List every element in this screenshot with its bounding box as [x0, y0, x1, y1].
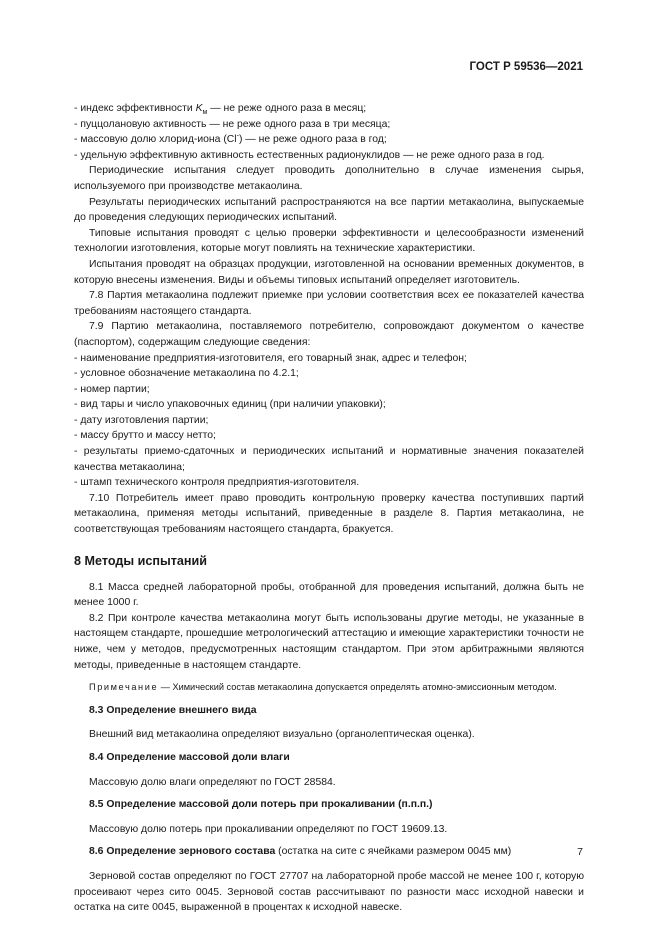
symbol-k: K: [195, 103, 203, 114]
symbol-subscript: м: [202, 109, 208, 117]
clause-7-8: 7.8 Партия метакаолина подлежит приемке при условии соответствия всех ее показателей качества требованиям настоящего стандарта.: [74, 290, 584, 317]
list-item: - вид тары и число упаковочных единиц (при наличии упаковки);: [74, 399, 386, 411]
paragraph: Типовые испытания проводят с целью проверки эффективности и целесообразности изменений технологии изготовления, которые могут повлиять на технические характеристики.: [74, 227, 584, 255]
note: [74, 680, 584, 696]
subsection-title: 8.3 Определение внешнего вида: [89, 704, 257, 716]
list-item-text: - массовую долю хлорид-иона (Cl: [74, 134, 237, 146]
paragraph: Периодические испытания следует проводить дополнительно в случае изменения сырья, используемого при производстве метакаолина.: [74, 165, 584, 192]
list-item: - результаты приемо-сдаточных и периодических испытаний и нормативные значения показателей качества метакаолина;: [74, 446, 584, 473]
list-item: [74, 101, 584, 117]
list-item: - штамп технического контроля предприятия-изготовителя.: [74, 477, 360, 489]
clause-8-1: 8.1 Масса средней лабораторной пробы, отобранной для проведения испытаний, должна быть не менее 1000 г.: [74, 581, 584, 609]
document-body: [74, 101, 584, 916]
symbol-superscript: -: [236, 132, 239, 140]
clause-8-2: 8.2 При контроле качества метакаолина могут быть использованы другие методы, не указанные в настоящем стандарте, прошедшие метрологический аттестацию и имеющие характеристики точности не ниже, чем у методов, предусмотренных настоящим стандартом. При этом арбитражными являются методы, приведенные в настоящем стандарте.: [74, 612, 584, 671]
subsection-title-bold: 8.6 Определение зернового состава: [89, 846, 276, 858]
subsection-title-rest: (остатка на сите с ячейками размером 0045 мм): [275, 846, 512, 858]
section-title: 8 Методы испытаний: [74, 553, 207, 568]
paragraph: Результаты периодических испытаний распространяются на все партии метакаолина, выпускаемые до проведения следующих периодических испытаний.: [74, 196, 584, 224]
paragraph: Внешний вид метакаолина определяют визуально (органолептическая оценка).: [89, 729, 475, 741]
list-item: - массу брутто и массу нетто;: [74, 430, 216, 442]
list-item: - условное обозначение метакаолина по 4.2.1;: [74, 368, 299, 380]
list-item: - номер партии;: [74, 383, 150, 395]
clause-7-10: 7.10 Потребитель имеет право проводить контрольную проверку качества поступивших партий метакаолина, применяя методы испытаний, приведенные в разделе 8. Партия метакаолина, не соответствующая требованиям настоящего стандарта, бракуется.: [74, 492, 584, 536]
list-item-text: - индекс эффективности: [74, 103, 196, 114]
note-text: — Химический состав метакаолина допускается определять атомно-эмиссионным методом.: [158, 682, 557, 693]
list-item: - наименование предприятия-изготовителя, его товарный знак, адрес и телефон;: [74, 352, 467, 364]
standard-header: ГОСТ Р 59536—2021: [469, 61, 583, 73]
page-number: 7: [577, 846, 583, 858]
paragraph: Массовую долю влаги определяют по ГОСТ 28584.: [89, 776, 336, 788]
list-item-text: — не реже одного раза в месяц;: [207, 103, 367, 114]
list-item: - удельную эффективную активность естественных радионуклидов — не реже одного раза в год.: [74, 149, 545, 161]
paragraph: Испытания проводят на образцах продукции, изготовленной на основании временных документов, в которую внесены изменения. Виды и объемы типовых испытаний определяет изготовитель.: [74, 258, 584, 286]
subsection-title: 8.4 Определение массовой доли влаги: [89, 751, 290, 763]
paragraph: Массовую долю потерь при прокаливании определяют по ГОСТ 19609.13.: [89, 823, 448, 835]
subsection-title: [74, 844, 584, 860]
subsection-title: 8.5 Определение массовой доли потерь при прокаливании (п.п.п.): [89, 799, 433, 811]
list-item: [74, 132, 584, 148]
list-item: - дату изготовления партии;: [74, 414, 209, 426]
clause-7-9: 7.9 Партию метакаолина, поставляемого потребителю, сопровождают документом о качестве (паспортом), содержащим следующие сведения:: [74, 321, 584, 348]
note-label: Примечание: [89, 682, 159, 693]
list-item: - пуццолановую активность — не реже одного раза в три месяца;: [74, 118, 391, 130]
list-item-text: ) — не реже одного раза в год;: [238, 134, 387, 146]
paragraph: Зерновой состав определяют по ГОСТ 27707 на лабораторной пробе массой не менее 100 г, которую просеивают через сито 0045. Зерновой состав рассчитывают по разности масс исходной навески и остатка на сите 0045, выраженной в процентах к исходной навеске.: [74, 870, 584, 914]
